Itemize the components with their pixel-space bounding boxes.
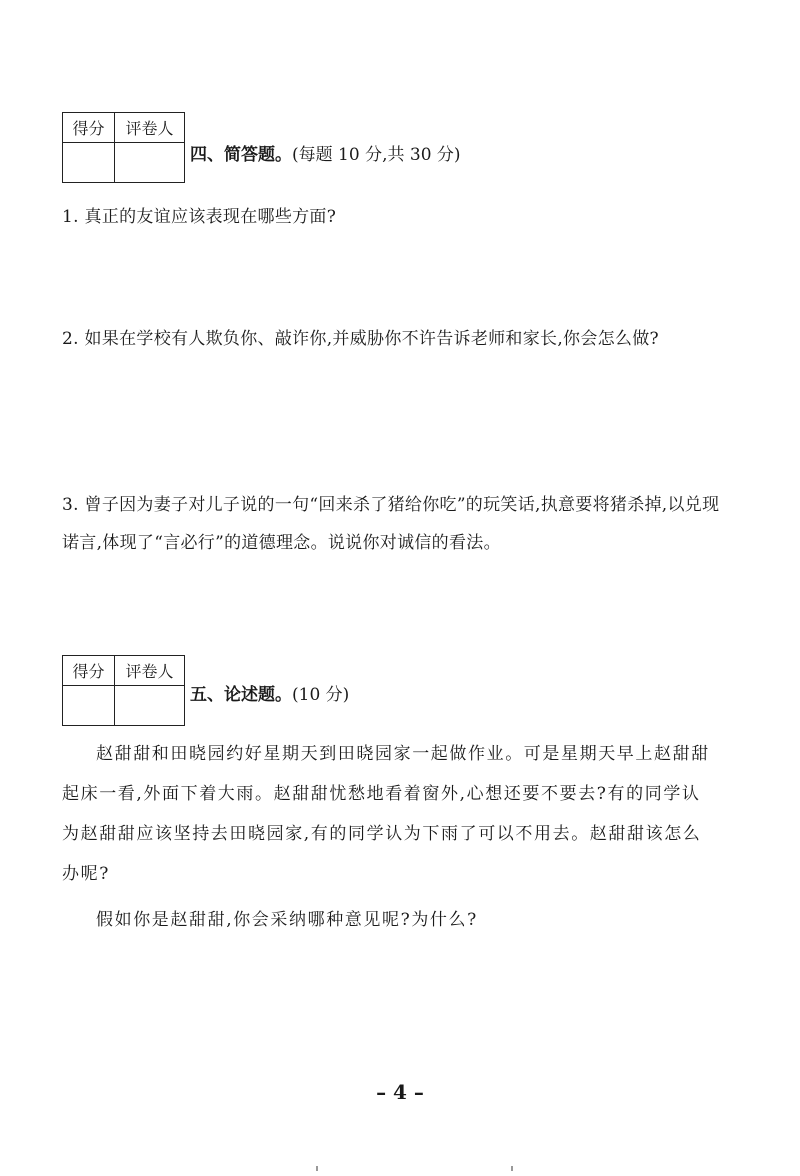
- scan-mark: [316, 1166, 318, 1171]
- question-3: 3. 曾子因为妻子对儿子说的一句“回来杀了猪给你吃”的玩笑话,执意要将猪杀掉,以兑现诺言,体现了“言必行”的道德理念。说说你对诚信的看法。: [62, 495, 720, 553]
- section4-note: (每题 10 分,共 30 分): [292, 145, 461, 165]
- section4-title: 四、简答题。: [190, 145, 292, 165]
- grader-header-cell: 评卷人: [115, 113, 185, 143]
- score-header-cell: 得分: [63, 656, 115, 686]
- score-input-cell[interactable]: [63, 143, 115, 183]
- grader-input-cell[interactable]: [115, 143, 185, 183]
- grader-header-cell: 评卷人: [115, 656, 185, 686]
- essay-question-paragraph: 假如你是赵甜甜,你会采纳哪种意见呢?为什么?: [96, 910, 478, 930]
- grader-input-cell[interactable]: [115, 686, 185, 726]
- section4-heading: [190, 140, 461, 165]
- section5-heading: [190, 680, 349, 705]
- essay-prompt-paragraph: 赵甜甜和田晓园约好星期天到田晓园家一起做作业。可是星期天早上赵甜甜起床一看,外面下着大雨。赵甜甜忧愁地看着窗外,心想还要不要去?有的同学认为赵甜甜应该坚持去田晓园家,有的同学认为下雨了可以不用去。赵甜甜该怎么办呢?: [62, 744, 710, 884]
- page-number: – 4 –: [376, 1080, 424, 1104]
- score-header-cell: 得分: [63, 113, 115, 143]
- score-table-section5: [62, 655, 185, 726]
- scan-mark: [511, 1166, 513, 1171]
- section5-note: (10 分): [292, 685, 350, 705]
- question-2: 2. 如果在学校有人欺负你、敲诈你,并威胁你不许告诉老师和家长,你会怎么做?: [62, 329, 659, 349]
- section5-title: 五、论述题。: [190, 685, 292, 705]
- score-input-cell[interactable]: [63, 686, 115, 726]
- score-table-section4: [62, 112, 185, 183]
- question-1: 1. 真正的友谊应该表现在哪些方面?: [62, 207, 337, 227]
